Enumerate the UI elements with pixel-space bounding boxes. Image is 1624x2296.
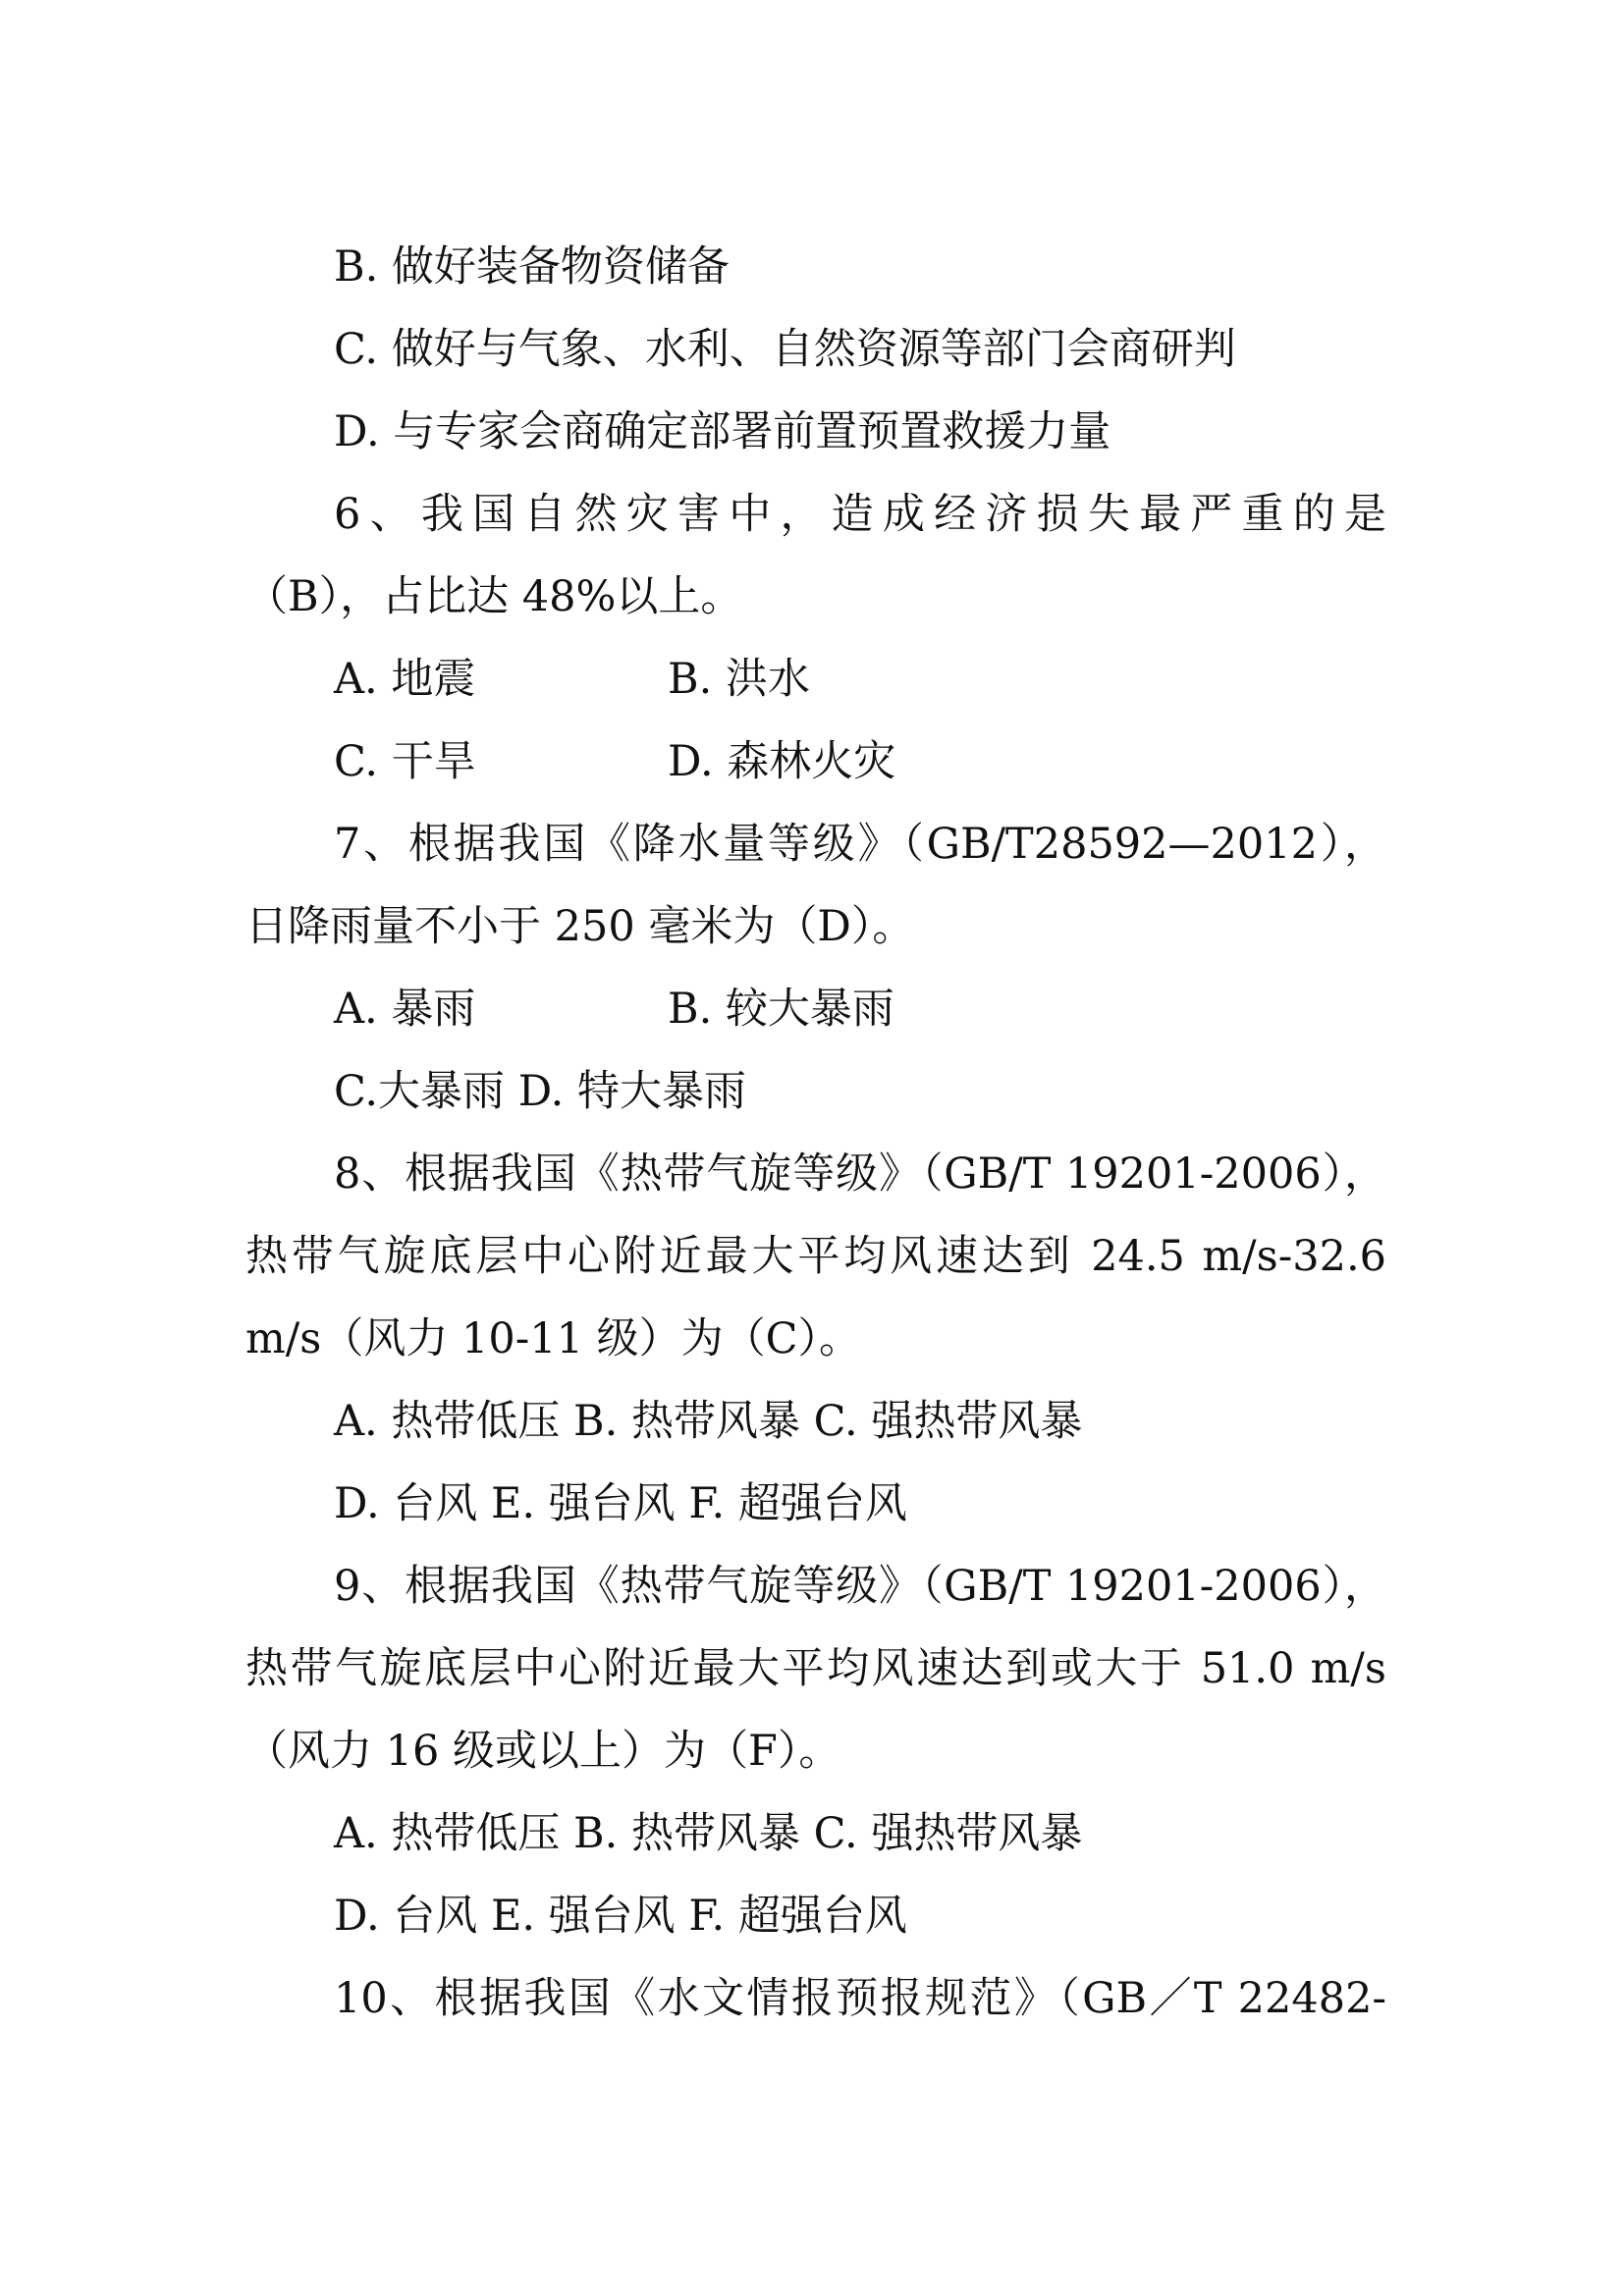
options-8-abc: A. 热带低压 B. 热带风暴 C. 强热带风暴 xyxy=(334,1397,1083,1446)
question-9-line-3: （风力 16 级或以上）为（F）。 xyxy=(245,1727,841,1776)
question-6-line-2: （B），占比达 48%以上。 xyxy=(245,572,743,621)
option-6a: A. 地震 xyxy=(334,655,476,704)
question-8-line-1: 8、根据我国《热带气旋等级》（GB/T 19201-2006）， xyxy=(334,1149,1386,1199)
options-8-def: D. 台风 E. 强台风 F. 超强台风 xyxy=(334,1479,907,1528)
option-7b: B. 较大暴雨 xyxy=(668,985,894,1034)
question-9-line-2: 热带气旋底层中心附近最大平均风速达到或大于 51.0 m/s xyxy=(245,1644,1386,1693)
question-8-line-2: 热带气旋底层中心附近最大平均风速达到 24.5 m/s-32.6 xyxy=(245,1232,1386,1281)
option-5d: D. 与专家会商确定部署前置预置救援力量 xyxy=(334,407,1111,456)
question-10-line-1: 10、根据我国《水文情报预报规范》（GB／T 22482- xyxy=(334,1974,1386,2023)
question-7-line-1: 7、根据我国《降水量等级》（GB/T28592—2012）， xyxy=(334,820,1386,869)
question-8-line-3: m/s（风力 10-11 级）为（C）。 xyxy=(245,1314,862,1363)
option-5b: B. 做好装备物资储备 xyxy=(334,242,730,292)
question-6-line-1: 6、我国自然灾害中，造成经济损失最严重的是 xyxy=(334,490,1386,539)
option-6c: C. 干旱 xyxy=(334,737,476,786)
option-5c: C. 做好与气象、水利、自然资源等部门会商研判 xyxy=(334,325,1236,374)
option-7cd: C.大暴雨 D. 特大暴雨 xyxy=(334,1067,746,1116)
options-9-abc: A. 热带低压 B. 热带风暴 C. 强热带风暴 xyxy=(334,1809,1083,1858)
question-7-line-2: 日降雨量不小于 250 毫米为（D）。 xyxy=(245,902,915,951)
option-6d: D. 森林火灾 xyxy=(668,737,896,786)
option-7a: A. 暴雨 xyxy=(334,985,476,1034)
question-9-line-1: 9、根据我国《热带气旋等级》（GB/T 19201-2006）， xyxy=(334,1562,1386,1611)
options-9-def: D. 台风 E. 强台风 F. 超强台风 xyxy=(334,1892,907,1941)
option-6b: B. 洪水 xyxy=(668,655,810,704)
